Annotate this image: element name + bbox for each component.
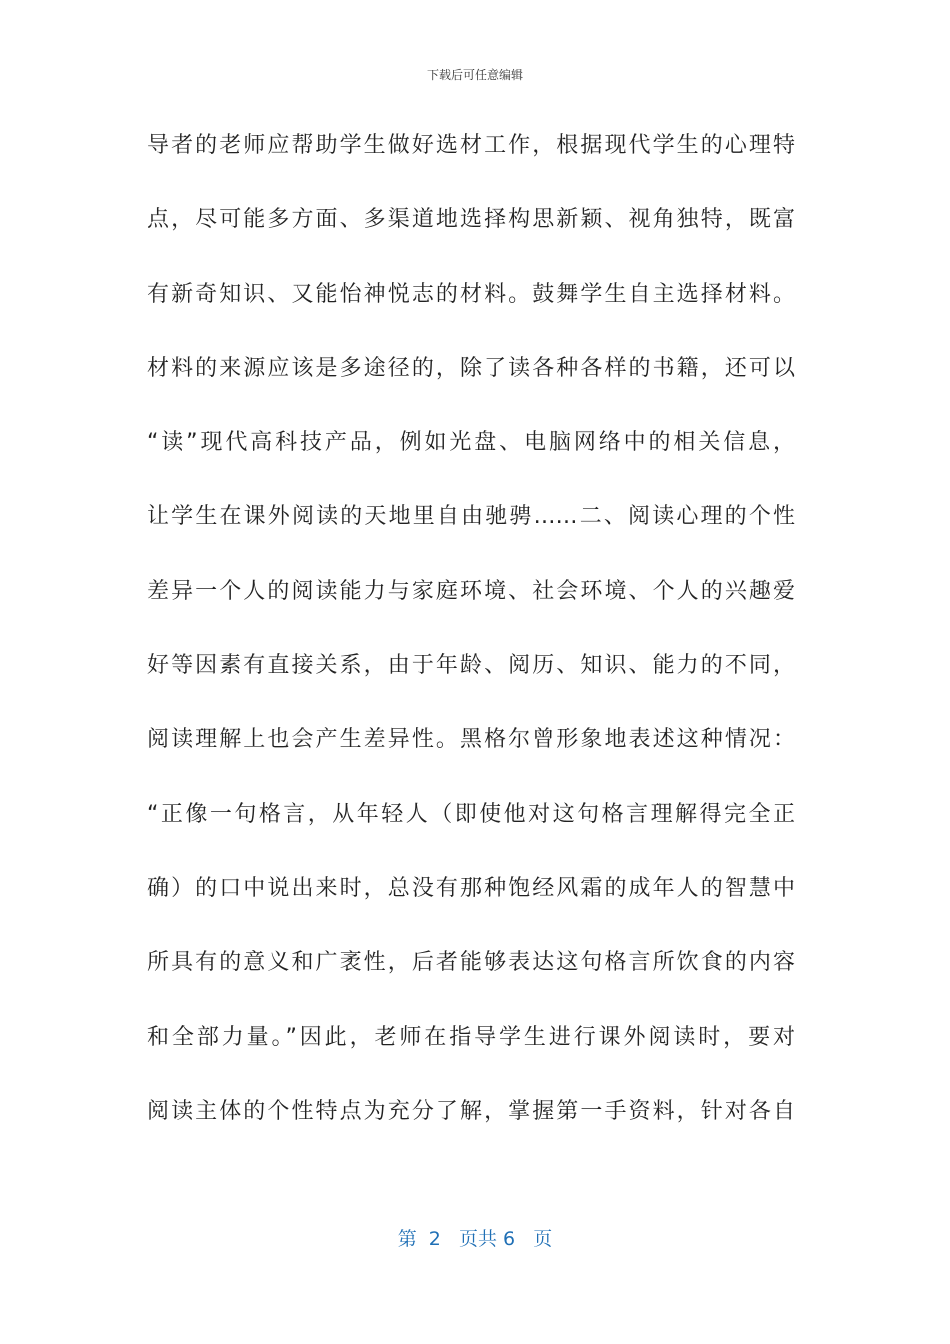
document-body xyxy=(147,124,795,1164)
body-line: 和全部力量。”因此，老师在指导学生进行课外阅读时，要对 xyxy=(147,1024,795,1050)
body-line: 阅读理解上也会产生差异性。黑格尔曾形象地表述这种情况： xyxy=(147,727,795,753)
body-line: 让学生在课外阅读的天地里自由驰骋……二、阅读心理的个性 xyxy=(147,504,795,530)
body-line: “正像一句格言，从年轻人（即使他对这句格言理解得完全正 xyxy=(147,801,795,827)
body-line: 好等因素有直接关系，由于年龄、阅历、知识、能力的不同， xyxy=(147,653,795,679)
body-line: 有新奇知识、又能怡神悦志的材料。鼓舞学生自主选择材料。 xyxy=(147,281,795,307)
body-line: 所具有的意义和广袤性，后者能够表达这句格言所饮食的内容 xyxy=(147,950,795,976)
body-line: “读”现代高科技产品，例如光盘、电脑网络中的相关信息， xyxy=(147,430,795,456)
page-header: 下载后可任意编辑 xyxy=(426,68,523,82)
body-line: 材料的来源应该是多途径的，除了读各种各样的书籍，还可以 xyxy=(147,355,795,381)
body-line: 点，尽可能多方面、多渠道地选择构思新颖、视角独特，既富 xyxy=(147,207,795,233)
body-line: 阅读主体的个性特点为充分了解，掌握第一手资料，针对各自 xyxy=(147,1098,795,1124)
body-line: 确）的口中说出来时，总没有那种饱经风霜的成年人的智慧中 xyxy=(147,875,795,901)
body-line: 差异一个人的阅读能力与家庭环境、社会环境、个人的兴趣爱 xyxy=(147,578,795,604)
page-number-footer: 第 2 页共 6 页 xyxy=(397,1228,553,1250)
body-line: 导者的老师应帮助学生做好选材工作，根据现代学生的心理特 xyxy=(147,133,795,158)
